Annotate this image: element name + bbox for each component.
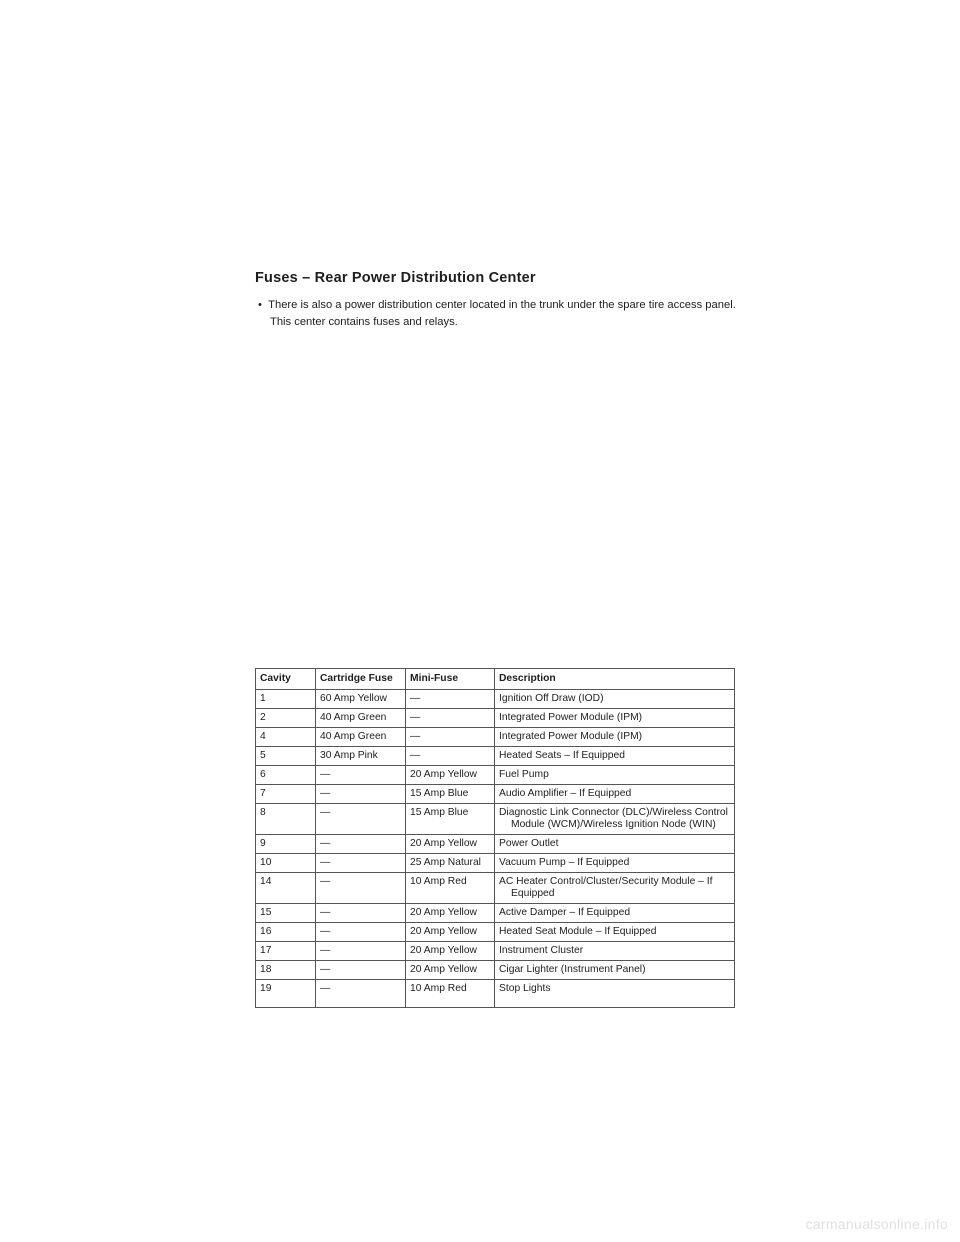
table-row — [256, 942, 735, 961]
mini-fuse-cell: — — [406, 747, 495, 766]
description-cell — [495, 709, 735, 728]
cavity-cell: 1 — [256, 690, 316, 709]
table-row — [256, 728, 735, 747]
cartridge-fuse-cell: — — [316, 961, 406, 980]
cavity-cell: 8 — [256, 804, 316, 835]
cavity-cell: 9 — [256, 835, 316, 854]
cartridge-fuse-cell: — — [316, 854, 406, 873]
header-cartridge-fuse: Cartridge Fuse — [316, 669, 406, 690]
description-cell — [495, 923, 735, 942]
description-text: Active Damper – If Equipped — [499, 907, 631, 918]
table-row — [256, 709, 735, 728]
mini-fuse-cell: 25 Amp Natural — [406, 854, 495, 873]
cavity-cell: 5 — [256, 747, 316, 766]
cartridge-fuse-cell: — — [316, 785, 406, 804]
description-text: Cigar Lighter (Instrument Panel) — [499, 964, 646, 975]
description-text: Heated Seat Module – If Equipped — [499, 926, 657, 937]
table-row — [256, 804, 735, 835]
table-row — [256, 923, 735, 942]
cartridge-fuse-cell: — — [316, 766, 406, 785]
mini-fuse-cell: — — [406, 709, 495, 728]
cavity-cell: 7 — [256, 785, 316, 804]
table-row — [256, 904, 735, 923]
description-text: Power Outlet — [499, 838, 559, 849]
cavity-cell: 2 — [256, 709, 316, 728]
description-cell — [495, 961, 735, 980]
cavity-cell: 6 — [256, 766, 316, 785]
table-row — [256, 980, 735, 1008]
cartridge-fuse-cell: — — [316, 835, 406, 854]
description-cell — [495, 728, 735, 747]
mini-fuse-cell: 20 Amp Yellow — [406, 942, 495, 961]
description-text: Ignition Off Draw (IOD) — [499, 693, 604, 704]
cartridge-fuse-cell: — — [316, 873, 406, 904]
table-row — [256, 785, 735, 804]
cavity-cell: 14 — [256, 873, 316, 904]
description-cell — [495, 835, 735, 854]
mini-fuse-cell: 10 Amp Red — [406, 980, 495, 1008]
bullet-paragraph: • There is also a power distribution center located in the trunk under the spare tire access panel. This center contains fuses and relays. — [258, 299, 736, 328]
section-title: Fuses – Rear Power Distribution Center — [255, 270, 536, 286]
description-cell — [495, 785, 735, 804]
description-text: Heated Seats – If Equipped — [499, 750, 625, 761]
mini-fuse-cell: 20 Amp Yellow — [406, 904, 495, 923]
description-text: Fuel Pump — [499, 769, 549, 780]
description-text: AC Heater Control/Cluster/Security Module – If Equipped — [499, 876, 713, 899]
description-cell — [495, 980, 735, 1008]
table-row — [256, 690, 735, 709]
cartridge-fuse-cell: — — [316, 980, 406, 1008]
description-cell — [495, 873, 735, 904]
watermark-text: carmanualsonline.info — [805, 1216, 948, 1232]
bullet-text: There is also a power distribution center located in the trunk under the spare tire access panel. This center contains fuses and relays. — [268, 299, 736, 328]
cavity-cell: 17 — [256, 942, 316, 961]
cartridge-fuse-cell: 30 Amp Pink — [316, 747, 406, 766]
cavity-cell: 18 — [256, 961, 316, 980]
cavity-cell: 19 — [256, 980, 316, 1008]
cavity-cell: 10 — [256, 854, 316, 873]
mini-fuse-cell: 15 Amp Blue — [406, 804, 495, 835]
description-text: Vacuum Pump – If Equipped — [499, 857, 630, 868]
mini-fuse-cell: — — [406, 690, 495, 709]
cartridge-fuse-cell: 40 Amp Green — [316, 709, 406, 728]
header-mini-fuse: Mini-Fuse — [406, 669, 495, 690]
mini-fuse-cell: 20 Amp Yellow — [406, 835, 495, 854]
description-text: Diagnostic Link Connector (DLC)/Wireless Control Module (WCM)/Wireless Ignition Node (WIN) — [499, 807, 728, 830]
table-row — [256, 961, 735, 980]
cartridge-fuse-cell: — — [316, 942, 406, 961]
table-row — [256, 873, 735, 904]
header-description: Description — [495, 669, 735, 690]
cavity-cell: 15 — [256, 904, 316, 923]
cartridge-fuse-cell: — — [316, 904, 406, 923]
cavity-cell: 4 — [256, 728, 316, 747]
table-row — [256, 835, 735, 854]
fuse-table — [255, 668, 735, 1008]
description-cell — [495, 690, 735, 709]
mini-fuse-cell: 20 Amp Yellow — [406, 923, 495, 942]
cartridge-fuse-cell: — — [316, 923, 406, 942]
table-row — [256, 766, 735, 785]
description-cell — [495, 942, 735, 961]
description-cell — [495, 747, 735, 766]
description-cell — [495, 766, 735, 785]
table-row — [256, 854, 735, 873]
mini-fuse-cell: 20 Amp Yellow — [406, 766, 495, 785]
header-cavity: Cavity — [256, 669, 316, 690]
mini-fuse-cell: — — [406, 728, 495, 747]
table-row — [256, 747, 735, 766]
description-cell — [495, 804, 735, 835]
description-text: Audio Amplifier – If Equipped — [499, 788, 632, 799]
cartridge-fuse-cell: 40 Amp Green — [316, 728, 406, 747]
description-text: Integrated Power Module (IPM) — [499, 712, 643, 723]
cartridge-fuse-cell: — — [316, 804, 406, 835]
mini-fuse-cell: 15 Amp Blue — [406, 785, 495, 804]
table-header-row — [256, 669, 735, 690]
cavity-cell: 16 — [256, 923, 316, 942]
mini-fuse-cell: 10 Amp Red — [406, 873, 495, 904]
description-text: Integrated Power Module (IPM) — [499, 731, 643, 742]
description-cell — [495, 854, 735, 873]
description-cell — [495, 904, 735, 923]
description-text: Instrument Cluster — [499, 945, 584, 956]
cartridge-fuse-cell: 60 Amp Yellow — [316, 690, 406, 709]
description-text: Stop Lights — [499, 983, 551, 994]
mini-fuse-cell: 20 Amp Yellow — [406, 961, 495, 980]
